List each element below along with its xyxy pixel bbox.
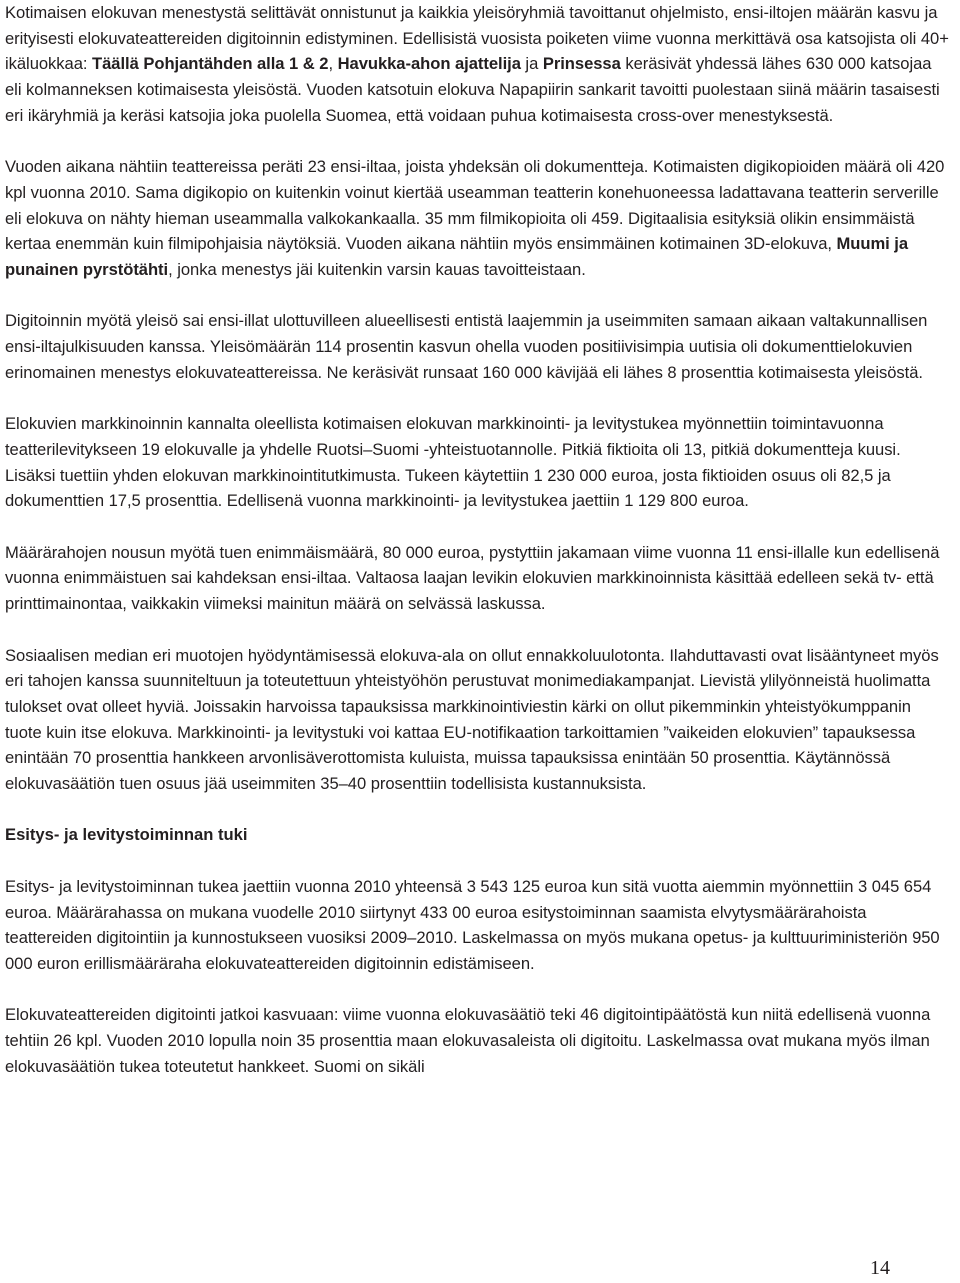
text: ,: [328, 54, 338, 74]
text: , jonka menestys jäi kuitenkin varsin kauas tavoitteistaan.: [168, 260, 586, 280]
section-heading: Esitys- ja levitystoiminnan tuki: [5, 825, 248, 845]
text: Elokuvien markkinoinnin kannalta oleellista kotimaisen elokuvan markkinointi- ja levitystukea myönnettiin toimintavuonna teatterilevitykseen 19 elokuvalle ja yhdelle Ruotsi–Suomi -yhteistuotannolle. Pitkiä fiktioita oli 13, pitkiä dokumentteja kuusi. Lisäksi tuettiin yhden elokuvan markkinointitutkimusta. Tukeen käytettiin 1 230 000 euroa, josta fiktioiden osuus oli 82,5 ja dokumenttien 17,5 prosenttia. Edellisenä vuonna markkinointi- ja levitystukea jaettiin 1 129 800 euroa.: [5, 414, 901, 511]
paragraph-4: [5, 411, 949, 514]
film-title: Täällä Pohjantähden alla 1 & 2: [92, 54, 329, 74]
text: Digitoinnin myötä yleisö sai ensi-illat ulottuvilleen alueellisesti entistä laajemmin ja useimmiten samaan aikaan valtakunnallisen ensi-iltajulkisuuden kanssa. Yleisömäärän 114 prosentin kasvun ohella vuoden positiivisimpia uutisia oli dokumenttielokuvien erinomainen menestys elokuvateattereissa. Ne keräsivät runsaat 160 000 kävijää eli lähes 8 prosenttia kotimaisesta yleisöstä.: [5, 311, 928, 382]
text: Sosiaalisen median eri muotojen hyödyntämisessä elokuva-ala on ollut ennakkoluulotonta. Ilahduttavasti ovat lisääntyneet myös eri tahojen kanssa suunniteltuun ja toteutettuun yhteistyöhön perustuvat monimediakampanjat. Lievistä ylilyönneistä huolimatta tulokset ovat olleet hyviä. Joissakin harvoissa tapauksissa markkinointiviestin kärki on ollut pikemminkin yhteistyökumppanin tuote kuin itse elokuva. Markkinointi- ja levitystuki voi kattaa EU-notifikaation tarkoittamien ”vaikeiden elokuvien” tapauksessa enintään 70 prosenttia hankkeen arvonlisäverottomista kuluista, muissa tapauksissa enintään 50 prosenttia. Käytännössä elokuvasäätiön tuen osuus jää useimmiten 35–40 prosenttiin todellisista kustannuksista.: [5, 645, 939, 794]
section-paragraph-1: [5, 874, 949, 977]
paragraph-6: [5, 643, 949, 797]
text: Kotimaisen elokuvan menestystä selittävät onnistunut ja kaikkia yleisöryhmiä tavoittanut ohjelmisto, ensi-iltojen määrän kasvu ja erityisesti elokuvateattereiden digitoinnin edistyminen. Edellisistä vuosista poiketen viime vuonna merkittävä osa katsojista oli 40+ ikäluokkaa:: [5, 3, 949, 74]
text: Vuoden aikana nähtiin teattereissa peräti 23 ensi-iltaa, joista yhdeksän oli dokumentteja. Kotimaisten digikopioiden määrä oli 420 kpl vuonna 2010. Sama digikopio on kuitenkin voinut kiertää useamman teatterin konehuoneessa ladattavana teatterin serverille eli elokuva on nähty hieman useammalla valkokankaalla. 35 mm filmikopioita oli 459. Digitaalisia esityksiä olikin ensimmäistä kertaa enemmän kuin filmipohjaisia näytöksiä. Vuoden aikana nähtiin myös ensimmäinen kotimainen 3D-elokuva,: [5, 157, 945, 254]
document-page: [5, 0, 949, 1079]
paragraph-3: [5, 308, 949, 385]
section-paragraph-2: [5, 1002, 949, 1079]
text: ja: [520, 54, 543, 74]
film-title: Muumi ja punainen pyrstötähti: [5, 234, 909, 280]
paragraph-5: [5, 540, 949, 617]
page-number: 14: [870, 1257, 890, 1279]
paragraph-2: [5, 154, 949, 283]
text: Esitys- ja levitystoiminnan tukea jaettiin vuonna 2010 yhteensä 3 543 125 euroa kun sitä vuotta aiemmin myönnettiin 3 045 654 euroa. Määrärahassa on mukana vuodelle 2010 siirtynyt 433 00 euroa esitystoiminnan saamista elvytysmäärärahoista teattereiden digitointiin ja kunnostukseen vuosiksi 2009–2010. Laskelmassa on myös mukana opetus- ja kulttuuriministeriön 950 000 euron erillismääräraha elokuvateattereiden digitoinnin edistämiseen.: [5, 876, 940, 973]
text: Määrärahojen nousun myötä tuen enimmäismäärä, 80 000 euroa, pystyttiin jakamaan viime vuonna 11 ensi-illalle kun edellisenä vuonna enimmäistuen sai kahdeksan ensi-iltaa. Valtaosa laajan levikin elokuvien markkinoinnista käsittää edelleen sekä tv- että printtimainontaa, vaikkakin viimeksi mainitun määrä on selvässä laskussa.: [5, 542, 940, 614]
paragraph-1: [5, 0, 949, 129]
text: keräsivät yhdessä lähes 630 000 katsojaa eli kolmanneksen kotimaisesta yleisöstä. Vuoden katsotuin elokuva Napapiirin sankarit tavoitti puolestaan siinä määrin tasaisesti eri ikäryhmiä ja keräsi katsojia joka puolella Suomea, että voidaan puhua kotimaisesta cross-over menestyksestä.: [5, 54, 940, 125]
film-title: Havukka-ahon ajattelija: [337, 54, 521, 74]
film-title: Prinsessa: [542, 54, 621, 74]
text: Elokuvateattereiden digitointi jatkoi kasvuaan: viime vuonna elokuvasäätiö teki 46 digitointipäätöstä kun niitä edellisenä vuonna tehtiin 26 kpl. Vuoden 2010 lopulla noin 35 prosenttia maan elokuvasaleista oli digitoitu. Laskelmassa ovat mukana myös ilman elokuvasäätiön tukea toteutetut hankkeet. Suomi on sikäli: [5, 1005, 931, 1076]
